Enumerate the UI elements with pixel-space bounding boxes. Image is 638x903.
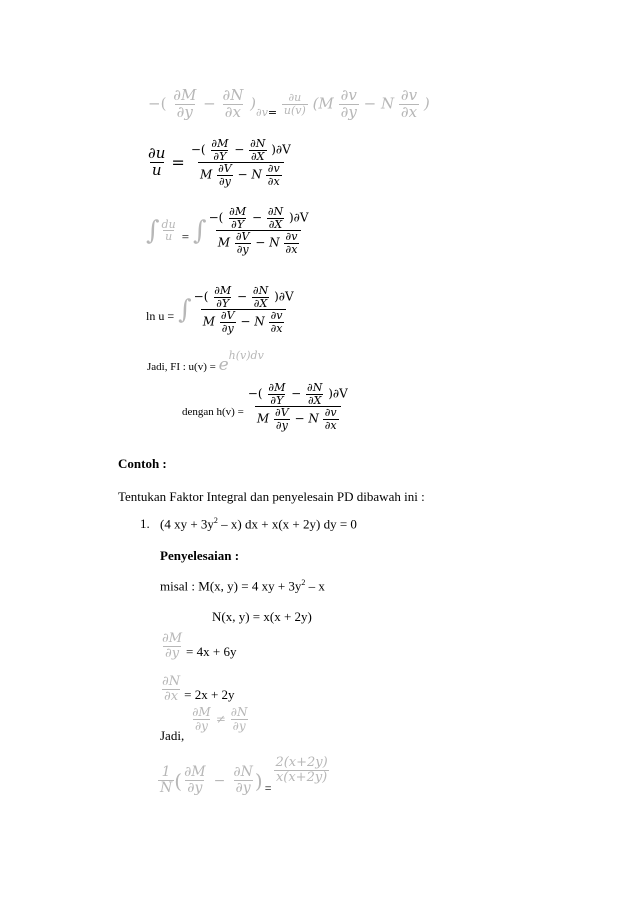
frac-num: ∂N: [222, 86, 244, 104]
top-equation: [148, 88, 430, 121]
frac-den: ∂x: [164, 688, 179, 704]
ln-u-equation: [146, 285, 296, 334]
frac-den: u: [151, 161, 162, 180]
ln-u-label: ln u =: [146, 309, 175, 324]
frac-den: ∂y: [221, 321, 234, 335]
open-paren: −(: [193, 289, 209, 304]
frac-num: ∂N: [307, 381, 323, 394]
frac-num: ∂v: [285, 230, 298, 244]
integral-equation: [146, 206, 311, 255]
integral-sign: ∫: [178, 294, 192, 325]
frac-den: u(v): [283, 103, 306, 117]
frac-num: ∂N: [162, 674, 181, 689]
frac-den: ∂y: [275, 418, 288, 432]
equals: =: [267, 106, 278, 120]
frac-den: N: [160, 780, 173, 796]
frac-den: ∂X: [268, 217, 283, 231]
frac-num: ∂M: [268, 381, 286, 394]
frac-num: ∂N: [252, 284, 269, 297]
misal-part: – x: [305, 578, 325, 594]
close-dv: )∂V: [274, 289, 294, 304]
close-dv: )∂V: [288, 210, 309, 225]
close-paren: ): [250, 94, 256, 113]
frac-den: u: [165, 230, 173, 244]
dm-value: = 4x + 6y: [186, 644, 237, 660]
frac-den: ∂Y: [231, 217, 245, 231]
jadi-label: Jadi,: [160, 728, 185, 744]
frac-den: ∂y: [218, 174, 231, 188]
frac-den: ∂Y: [270, 393, 284, 407]
m-term: (M: [312, 94, 334, 113]
frac-num: ∂M: [162, 631, 183, 646]
integral-sign: ∫: [193, 215, 207, 246]
frac-num: ∂V: [235, 230, 250, 244]
n-term: N: [380, 94, 395, 113]
open-paren: −(: [190, 142, 206, 157]
frac-num: ∂V: [218, 162, 232, 176]
frac-den: ∂y: [340, 102, 357, 121]
frac-num: du: [161, 217, 176, 231]
frac-num: ∂M: [192, 705, 211, 719]
big-fraction: [207, 206, 311, 255]
jadi-fi-label: Jadi, FI : u(v) =: [147, 361, 216, 373]
final-formula: $\frac{1}{N}$ ( $\frac{\partial M}{\partial y}$ − $\frac{\partial N}{\partial y}$ ) = $\frac{2(x+2y)}{x(x+2y)}$: [160, 755, 328, 796]
big-fraction: [246, 382, 350, 431]
frac-den: ∂y: [176, 102, 193, 121]
open-paren: −(: [247, 386, 263, 401]
minus: −: [363, 94, 377, 113]
open-paren: −(: [148, 94, 167, 113]
misal-part: misal : M(x, y) = 4 xy + 3y: [160, 578, 302, 594]
frac-den: ∂x: [224, 102, 242, 121]
frac-num: ∂N: [267, 205, 284, 218]
exp-superscript: h(v)dv: [228, 349, 264, 363]
minus: −: [237, 289, 248, 304]
frac-den: ∂x: [400, 102, 418, 121]
frac-den: ∂x: [267, 174, 280, 188]
frac-den: x(x+2y): [275, 770, 328, 785]
not-equal: ≠: [215, 712, 226, 727]
n-term: − N: [294, 411, 319, 426]
minus: −: [234, 142, 245, 157]
contoh-instruction: Tentukan Faktor Integral dan penyelesain PD dibawah ini :: [118, 489, 425, 504]
frac-den: ∂X: [253, 296, 268, 310]
frac-num: ∂V: [220, 309, 235, 323]
dengan-label: dengan h(v) =: [182, 405, 244, 418]
minus: −: [203, 94, 216, 113]
frac-den: ∂y: [232, 718, 246, 733]
frac-num: ∂M: [229, 205, 247, 218]
exp-e: e: [218, 355, 229, 375]
frac-num: ∂M: [211, 137, 229, 150]
equals: =: [171, 153, 185, 173]
solution-title: Penyelesaian :: [160, 548, 240, 563]
minus: −: [291, 386, 302, 401]
frac-den: ∂x: [285, 242, 298, 256]
frac-num: ∂N: [250, 137, 266, 150]
frac-den: ∂Y: [216, 296, 230, 310]
frac-num: ∂N: [230, 705, 248, 719]
open-paren: −(: [208, 210, 224, 225]
equation-part: – x) dx + x(x + 2y) dy = 0: [217, 516, 357, 532]
dm-dy-line: [160, 632, 236, 660]
integral-sign: ∫: [146, 215, 160, 246]
n-term: − N: [255, 235, 280, 250]
dengan-h-equation: [182, 382, 350, 431]
n-definition: N(x, y) = x(x + 2y): [212, 609, 312, 624]
frac-num: ∂v: [270, 309, 283, 323]
equation-part: (4 xy + 3y: [160, 516, 214, 532]
frac-num: ∂u: [288, 91, 302, 105]
minus: −: [251, 210, 262, 225]
dv: ∂v: [256, 106, 268, 120]
frac-num: 2(x+2y): [275, 755, 328, 771]
frac-den: ∂x: [270, 321, 283, 335]
frac-den: ∂y: [194, 718, 208, 733]
frac-num: ∂v: [267, 162, 280, 176]
equals: =: [264, 781, 272, 795]
frac-den: ∂y: [235, 780, 251, 796]
m-term: M: [199, 167, 213, 182]
frac-den: ∂y: [236, 242, 249, 256]
frac-den: ∂X: [250, 149, 265, 163]
big-fraction: [192, 285, 296, 334]
superscript: 2: [213, 516, 218, 525]
du-over-u-equation: [146, 138, 293, 187]
frac-num: ∂v: [340, 86, 357, 104]
close-paren: ): [423, 94, 430, 113]
n-term: − N: [237, 167, 262, 182]
m-term: M: [256, 411, 270, 426]
frac-num: ∂u: [148, 144, 166, 163]
n-term: − N: [240, 314, 265, 329]
frac-num: ∂V: [275, 406, 289, 420]
frac-den: ∂X: [307, 393, 322, 407]
frac-den: ∂Y: [213, 149, 227, 163]
problem-number: 1.: [140, 516, 150, 531]
problem-equation: [160, 516, 357, 532]
close-dv: )∂V: [271, 142, 291, 157]
frac-num: ∂v: [324, 406, 337, 420]
dn-dx-line: [160, 675, 235, 703]
m-term: M: [217, 235, 230, 250]
frac-den: ∂y: [187, 780, 203, 796]
big-fraction: [189, 138, 293, 187]
jadi-fi-line: [147, 349, 264, 375]
superscript: 2: [301, 578, 306, 587]
frac-num: ∂M: [214, 284, 232, 297]
frac-num: ∂N: [233, 764, 253, 781]
frac-den: ∂y: [164, 645, 180, 661]
contoh-heading: Contoh :: [118, 456, 167, 471]
frac-num: ∂v: [400, 86, 418, 104]
frac-num: 1: [161, 764, 171, 781]
frac-num: ∂M: [184, 764, 206, 781]
jadi-neq-line: [160, 705, 249, 744]
m-term: M: [202, 314, 216, 329]
equals: =: [181, 228, 190, 244]
misal-line: [160, 578, 325, 594]
close-dv: )∂V: [328, 386, 348, 401]
dn-value: = 2x + 2y: [184, 687, 235, 703]
frac-num: ∂M: [173, 86, 197, 104]
frac-den: ∂x: [324, 418, 337, 432]
